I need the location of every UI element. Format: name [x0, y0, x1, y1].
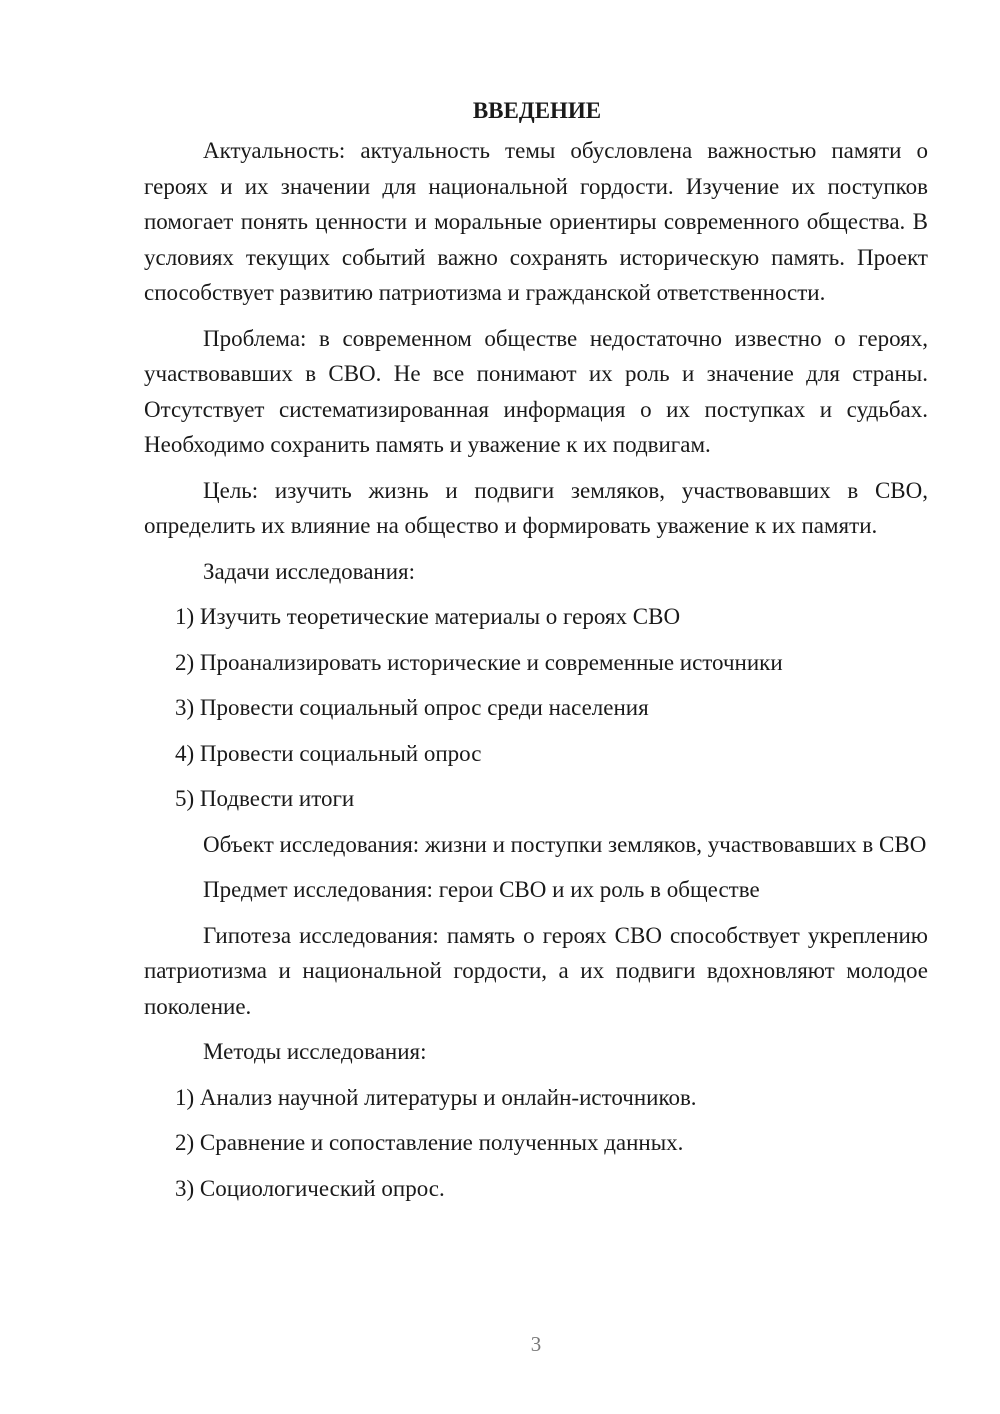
paragraph-hypothesis: Гипотеза исследования: память о героях СВО способствует укреплению патриотизма и национальной гордости, а их подвиги вдохновляют молодое поколение. — [144, 922, 928, 1019]
document-page — [144, 98, 928, 1216]
list-item: 1) Анализ научной литературы и онлайн-источников. — [175, 1084, 697, 1110]
list-item: 2) Проанализировать исторические и современные источники — [175, 649, 783, 675]
list-item: 4) Провести социальный опрос — [175, 740, 482, 766]
list-item: 3) Провести социальный опрос среди населения — [175, 695, 649, 720]
paragraph-goal: Цель: изучить жизнь и подвиги земляков, участвовавших в СВО, определить их влияние на общество и формировать уважение к их памяти. — [144, 477, 928, 538]
list-item: 1) Изучить теоретические материалы о героях СВО — [175, 604, 681, 629]
page-title: ВВЕДЕНИЕ — [472, 98, 602, 123]
paragraph-object: Объект исследования: жизни и поступки земляков, участвовавших в СВО — [203, 831, 927, 857]
methods-label: Методы исследования: — [203, 1039, 427, 1064]
tasks-list — [144, 599, 928, 817]
page-number: 3 — [530, 1332, 542, 1356]
methods-list — [144, 1080, 928, 1207]
tasks-label: Задачи исследования: — [203, 558, 416, 584]
paragraph-subject: Предмет исследования: герои СВО и их роль в обществе — [203, 877, 760, 902]
list-item: 5) Подвести итоги — [175, 786, 355, 811]
paragraph-problem: Проблема: в современном обществе недостаточно известно о героях, участвовавших в СВО. Не все понимают их роль и значение для страны. Отсутствует систематизированная информация о их поступках и судьбах. Необходимо сохранить память и уважение к их подвигам. — [144, 325, 928, 457]
list-item: 2) Сравнение и сопоставление полученных данных. — [175, 1130, 684, 1155]
paragraph-relevance: Актуальность: актуальность темы обусловлена важностью памяти о героях и их значении для национальной гордости. Изучение их поступков помогает понять ценности и моральные ориентиры современного общества. В условиях текущих событий важно сохранять историческую память. Проект способствует развитию патриотизма и гражданской ответственности. — [144, 138, 928, 305]
list-item: 3) Социологический опрос. — [175, 1175, 445, 1201]
